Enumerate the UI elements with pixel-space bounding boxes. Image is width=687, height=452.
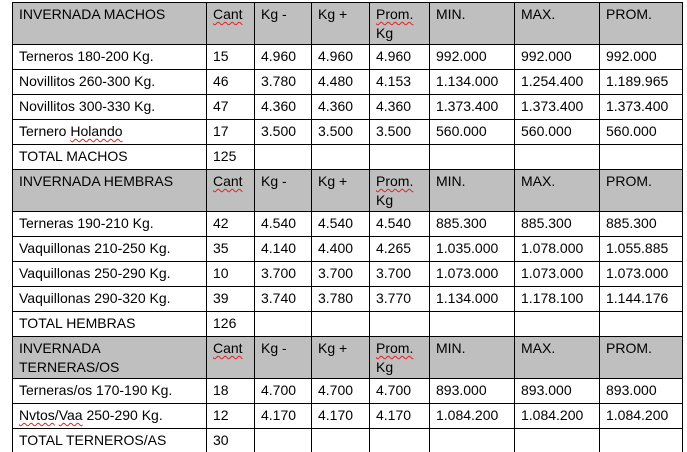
value-cell: [515, 429, 600, 452]
value-cell: [430, 429, 515, 452]
value-cell: 1.134.000: [430, 287, 515, 312]
table-row: [13, 145, 683, 170]
text-run: TERNERAS/OS: [19, 359, 120, 375]
text-run: 250-290 Kg.: [82, 407, 163, 423]
value-cell: 10: [207, 262, 255, 287]
value-cell: 17: [207, 120, 255, 145]
text-run: TOTAL HEMBRAS: [19, 315, 136, 331]
text-run: Terneras/os 170-190 Kg.: [19, 382, 173, 398]
section-header-row: [13, 170, 683, 212]
value-cell: 39: [207, 287, 255, 312]
table-row: [13, 287, 683, 312]
value-cell: 992.000: [515, 45, 600, 70]
misspelled-word: Vaa: [58, 407, 83, 423]
value-cell: 893.000: [430, 379, 515, 404]
value-cell: 4.700: [370, 379, 430, 404]
row-label-cell: [13, 287, 207, 312]
table-row: [13, 95, 683, 120]
text-run: /: [54, 407, 59, 423]
value-cell: 30: [207, 429, 255, 452]
value-cell: 1.084.200: [600, 404, 683, 429]
value-cell: 1.078.000: [515, 237, 600, 262]
value-cell: [312, 312, 370, 337]
table-row: [13, 212, 683, 237]
column-header-cell: [430, 3, 515, 45]
column-header-cell: [312, 337, 370, 379]
value-cell: 4.360: [370, 95, 430, 120]
value-cell: [370, 312, 430, 337]
value-cell: [600, 429, 683, 452]
column-header-cell: [515, 3, 600, 45]
value-cell: 1.073.000: [600, 262, 683, 287]
misspelled-word: Cant: [213, 173, 243, 189]
value-cell: 4.265: [370, 237, 430, 262]
column-header-cell: [255, 3, 312, 45]
value-cell: 885.300: [430, 212, 515, 237]
text-run: Novillitos 300-330 Kg.: [19, 98, 156, 114]
row-label-cell: [13, 70, 207, 95]
value-cell: [370, 429, 430, 452]
value-cell: 4.170: [255, 404, 312, 429]
value-cell: 4.960: [255, 45, 312, 70]
value-cell: 4.960: [370, 45, 430, 70]
text-run: MAX.: [521, 173, 556, 189]
value-cell: 15: [207, 45, 255, 70]
value-cell: 1.073.000: [430, 262, 515, 287]
column-header-cell: [515, 337, 600, 379]
value-cell: 3.500: [312, 120, 370, 145]
value-cell: 125: [207, 145, 255, 170]
value-cell: [312, 145, 370, 170]
value-cell: [255, 312, 312, 337]
text-run: INVERNADA HEMBRAS: [19, 173, 174, 189]
text-run: MIN.: [436, 340, 466, 356]
column-header-cell: [255, 337, 312, 379]
text-run: Kg: [376, 359, 394, 375]
value-cell: [312, 429, 370, 452]
value-cell: 4.140: [255, 237, 312, 262]
value-cell: 4.540: [255, 212, 312, 237]
value-cell: 4.153: [370, 70, 430, 95]
value-cell: 18: [207, 379, 255, 404]
text-run: Kg +: [318, 6, 348, 22]
row-label-cell: [13, 262, 207, 287]
table-row: [13, 45, 683, 70]
text-run: Kg +: [318, 340, 348, 356]
value-cell: 3.700: [255, 262, 312, 287]
value-cell: 3.500: [255, 120, 312, 145]
value-cell: 4.170: [370, 404, 430, 429]
value-cell: [515, 145, 600, 170]
value-cell: 3.770: [370, 287, 430, 312]
value-cell: 1.178.100: [515, 287, 600, 312]
text-run: Vaquillonas 290-320 Kg.: [19, 290, 171, 306]
column-header-cell: [370, 3, 430, 45]
column-header-cell: [207, 3, 255, 45]
value-cell: [370, 145, 430, 170]
misspelled-word: Nvtos: [19, 407, 55, 423]
value-cell: 47: [207, 95, 255, 120]
column-header-cell: [207, 337, 255, 379]
section-title-cell: [13, 3, 207, 45]
value-cell: 560.000: [430, 120, 515, 145]
column-header-cell: [600, 170, 683, 212]
row-label-cell: [13, 120, 207, 145]
value-cell: 1.254.400: [515, 70, 600, 95]
section-title-cell: [13, 337, 207, 379]
value-cell: 12: [207, 404, 255, 429]
text-run: Kg: [376, 25, 394, 41]
column-header-cell: [255, 170, 312, 212]
text-run: INVERNADA MACHOS: [19, 6, 166, 22]
text-run: Kg -: [261, 6, 287, 22]
value-cell: 1.373.400: [515, 95, 600, 120]
value-cell: [430, 145, 515, 170]
row-label-cell: [13, 312, 207, 337]
text-run: INVERNADA: [19, 340, 101, 356]
table-row: [13, 312, 683, 337]
value-cell: 4.170: [312, 404, 370, 429]
value-cell: [515, 312, 600, 337]
column-header-cell: [600, 3, 683, 45]
text-run: Kg -: [261, 340, 287, 356]
column-header-cell: [430, 170, 515, 212]
value-cell: [600, 145, 683, 170]
value-cell: 560.000: [600, 120, 683, 145]
table-row: [13, 70, 683, 95]
misspelled-word: Cant: [213, 340, 243, 356]
text-run: Terneras 190-210 Kg.: [19, 215, 154, 231]
value-cell: 35: [207, 237, 255, 262]
table-row: [13, 379, 683, 404]
row-label-cell: [13, 145, 207, 170]
value-cell: 4.360: [255, 95, 312, 120]
misspelled-word: Prom.: [376, 173, 414, 189]
value-cell: 1.189.965: [600, 70, 683, 95]
value-cell: 46: [207, 70, 255, 95]
text-run: PROM.: [606, 340, 652, 356]
value-cell: 1.035.000: [430, 237, 515, 262]
text-run: MIN.: [436, 6, 466, 22]
text-run: Kg: [376, 192, 394, 208]
value-cell: 3.700: [370, 262, 430, 287]
table-body: [13, 3, 683, 452]
value-cell: 3.700: [312, 262, 370, 287]
misspelled-word: Cant: [213, 6, 243, 22]
column-header-cell: [370, 337, 430, 379]
value-cell: 3.780: [255, 70, 312, 95]
row-label-cell: [13, 429, 207, 452]
text-run: MAX.: [521, 340, 556, 356]
value-cell: 1.144.176: [600, 287, 683, 312]
value-cell: 1.373.400: [430, 95, 515, 120]
section-title-cell: [13, 170, 207, 212]
value-cell: [255, 145, 312, 170]
misspelled-word: Prom.: [376, 340, 414, 356]
table-row: [13, 429, 683, 452]
text-run: TOTAL TERNEROS/AS: [19, 432, 167, 448]
row-label-cell: [13, 95, 207, 120]
text-run: TOTAL MACHOS: [19, 148, 128, 164]
value-cell: 560.000: [515, 120, 600, 145]
value-cell: [430, 312, 515, 337]
livestock-invernada-table: [12, 2, 683, 452]
value-cell: 42: [207, 212, 255, 237]
column-header-cell: [600, 337, 683, 379]
value-cell: 885.300: [600, 212, 683, 237]
column-header-cell: [207, 170, 255, 212]
table-row: [13, 120, 683, 145]
table-row: [13, 237, 683, 262]
misspelled-word: Holando: [70, 123, 123, 139]
text-run: Kg +: [318, 173, 348, 189]
value-cell: 992.000: [600, 45, 683, 70]
value-cell: 4.540: [370, 212, 430, 237]
column-header-cell: [370, 170, 430, 212]
value-cell: 126: [207, 312, 255, 337]
value-cell: 1.055.885: [600, 237, 683, 262]
row-label-cell: [13, 237, 207, 262]
text-run: Novillitos 260-300 Kg.: [19, 73, 156, 89]
value-cell: [600, 312, 683, 337]
value-cell: 1.134.000: [430, 70, 515, 95]
text-run: PROM.: [606, 6, 652, 22]
value-cell: 4.540: [312, 212, 370, 237]
text-run: MAX.: [521, 6, 556, 22]
value-cell: 3.740: [255, 287, 312, 312]
value-cell: 4.700: [255, 379, 312, 404]
value-cell: 4.700: [312, 379, 370, 404]
value-cell: 1.084.200: [515, 404, 600, 429]
text-run: MIN.: [436, 173, 466, 189]
row-label-cell: [13, 404, 207, 429]
section-header-row: [13, 3, 683, 45]
column-header-cell: [312, 3, 370, 45]
column-header-cell: [312, 170, 370, 212]
misspelled-word: Prom.: [376, 6, 414, 22]
text-run: Ternero: [19, 123, 71, 139]
value-cell: 893.000: [600, 379, 683, 404]
section-header-row: [13, 337, 683, 379]
value-cell: 4.480: [312, 70, 370, 95]
table-row: [13, 404, 683, 429]
value-cell: 1.073.000: [515, 262, 600, 287]
value-cell: 4.400: [312, 237, 370, 262]
table-row: [13, 262, 683, 287]
value-cell: 893.000: [515, 379, 600, 404]
column-header-cell: [515, 170, 600, 212]
text-run: Vaquillonas 210-250 Kg.: [19, 240, 171, 256]
text-run: Terneros 180-200 Kg.: [19, 48, 154, 64]
row-label-cell: [13, 379, 207, 404]
value-cell: 4.960: [312, 45, 370, 70]
value-cell: [255, 429, 312, 452]
value-cell: 992.000: [430, 45, 515, 70]
row-label-cell: [13, 45, 207, 70]
text-run: Kg -: [261, 173, 287, 189]
value-cell: 1.373.400: [600, 95, 683, 120]
column-header-cell: [430, 337, 515, 379]
value-cell: 1.084.200: [430, 404, 515, 429]
value-cell: 4.360: [312, 95, 370, 120]
value-cell: 3.500: [370, 120, 430, 145]
value-cell: 3.780: [312, 287, 370, 312]
text-run: Vaquillonas 250-290 Kg.: [19, 265, 171, 281]
text-run: PROM.: [606, 173, 652, 189]
row-label-cell: [13, 212, 207, 237]
value-cell: 885.300: [515, 212, 600, 237]
